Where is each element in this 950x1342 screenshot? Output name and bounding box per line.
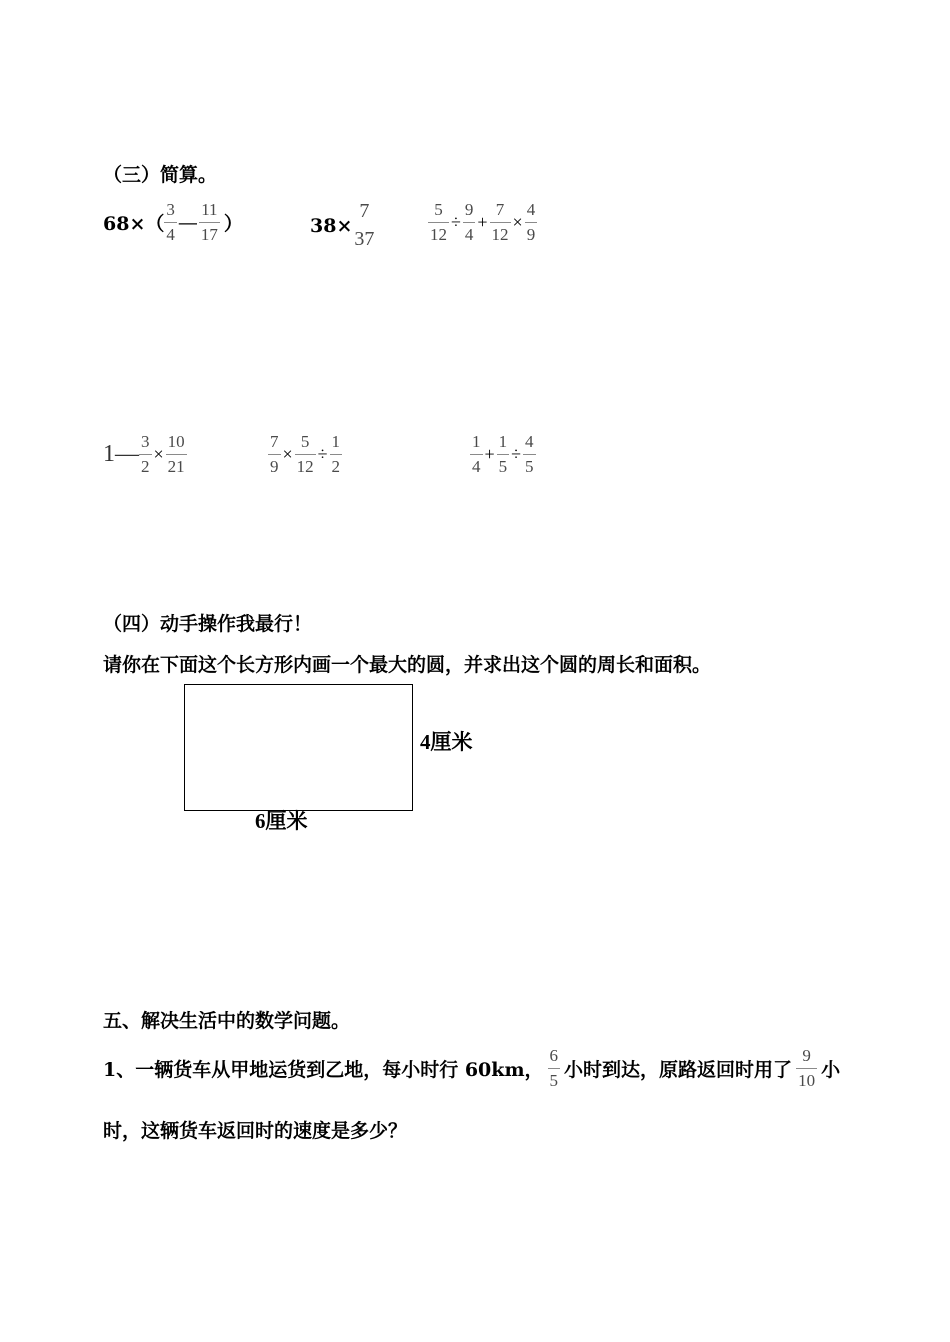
numerator: 5 [434, 200, 443, 219]
question-text: 1、一辆货车从甲地运货到乙地，每小时行 60km， [103, 1059, 544, 1081]
fraction [352, 200, 376, 251]
times-operator: × [153, 444, 164, 464]
fraction [139, 432, 152, 477]
denominator: 5 [549, 1071, 559, 1090]
denominator: 9 [270, 457, 279, 476]
expr-r2-2 [268, 432, 342, 477]
fraction-bar [796, 1068, 817, 1069]
numerator: 3 [166, 200, 175, 219]
fraction-bar [295, 454, 316, 455]
fraction [523, 432, 536, 477]
denominator: 21 [167, 457, 185, 476]
numerator: 1 [498, 432, 508, 451]
denominator: 9 [526, 225, 536, 244]
times-operator: × [512, 212, 523, 232]
fraction [166, 432, 187, 477]
fraction [525, 200, 538, 245]
divide-operator: ÷ [317, 444, 328, 464]
numerator: 9 [802, 1046, 811, 1065]
height-label: 4厘米 [420, 730, 473, 754]
denominator: 4 [472, 457, 481, 476]
fraction-bar [139, 454, 152, 455]
fraction [330, 432, 343, 477]
numerator: 4 [526, 200, 536, 219]
plus-operator: + [477, 212, 488, 232]
numerator: 10 [167, 432, 185, 451]
question-1-line-2: 时，这辆货车返回时的速度是多少？ [103, 1120, 408, 1142]
fraction [428, 200, 449, 245]
question-text: 小 [821, 1059, 841, 1081]
numerator: 5 [300, 432, 310, 451]
fraction-bar [548, 1068, 561, 1069]
expr-r2-1 [103, 432, 187, 477]
fraction-bar [525, 222, 538, 223]
divide-operator: ÷ [511, 444, 522, 464]
fraction-bar [490, 222, 511, 223]
section3-title: （三）简算。 [103, 164, 218, 186]
expr-r1-3 [428, 200, 537, 245]
denominator: 17 [200, 225, 218, 244]
fraction-bar [268, 454, 281, 455]
rectangle-figure [184, 684, 413, 811]
question-text: 小时到达，原路返回时用了 [564, 1059, 793, 1081]
times-operator: × [282, 444, 293, 464]
fraction [548, 1046, 561, 1091]
expr-prefix: 38× [310, 214, 353, 237]
expr-r2-3 [470, 432, 536, 477]
expr-suffix: ） [223, 213, 243, 235]
denominator: 4 [464, 225, 474, 244]
fraction-bar [428, 222, 449, 223]
denominator: 5 [525, 457, 534, 476]
denominator: 12 [491, 225, 509, 244]
denominator: 37 [354, 228, 375, 250]
denominator: 2 [331, 457, 341, 476]
expr-prefix: 68×（ [103, 213, 165, 235]
fraction-bar [497, 454, 510, 455]
fraction [268, 432, 281, 477]
denominator: 4 [166, 225, 175, 244]
numerator: 6 [549, 1046, 559, 1065]
expr-r1-1 [103, 200, 243, 245]
fraction-bar [164, 222, 177, 223]
fraction-bar [523, 454, 536, 455]
denominator: 5 [498, 457, 508, 476]
fraction [497, 432, 510, 477]
numerator: 1 [472, 432, 481, 451]
fraction [490, 200, 511, 245]
numerator: 3 [141, 432, 150, 451]
fraction-bar [470, 454, 483, 455]
numerator: 11 [201, 200, 218, 219]
numerator: 9 [464, 200, 474, 219]
fraction [199, 200, 220, 245]
numerator: 7 [495, 200, 505, 219]
width-label: 6厘米 [255, 809, 308, 833]
section4-title: （四）动手操作我最行！ [103, 613, 313, 635]
fraction-bar [463, 222, 476, 223]
fraction [164, 200, 177, 245]
numerator: 4 [525, 432, 534, 451]
expr-r1-2 [310, 200, 376, 251]
question-1-line-1 [103, 1046, 840, 1091]
section4-instruction: 请你在下面这个长方形内画一个最大的圆，并求出这个圆的周长和面积。 [103, 654, 712, 676]
denominator: 12 [296, 457, 314, 476]
fraction [463, 200, 476, 245]
plus-operator: + [484, 444, 495, 464]
fraction-bar [166, 454, 187, 455]
numerator: 1 [331, 432, 341, 451]
divide-operator: ÷ [451, 212, 461, 232]
numerator: 7 [359, 200, 370, 222]
fraction-bar [199, 222, 220, 223]
fraction [470, 432, 483, 477]
expr-prefix: 1— [103, 441, 139, 467]
denominator: 10 [798, 1071, 816, 1090]
fraction [295, 432, 316, 477]
fraction [796, 1046, 817, 1091]
fraction-bar [330, 454, 343, 455]
fraction-bar [352, 225, 376, 226]
numerator: 7 [270, 432, 279, 451]
section5-title: 五、解决生活中的数学问题。 [103, 1010, 351, 1032]
minus-operator: — [178, 212, 197, 232]
denominator: 12 [430, 225, 447, 244]
denominator: 2 [141, 457, 150, 476]
